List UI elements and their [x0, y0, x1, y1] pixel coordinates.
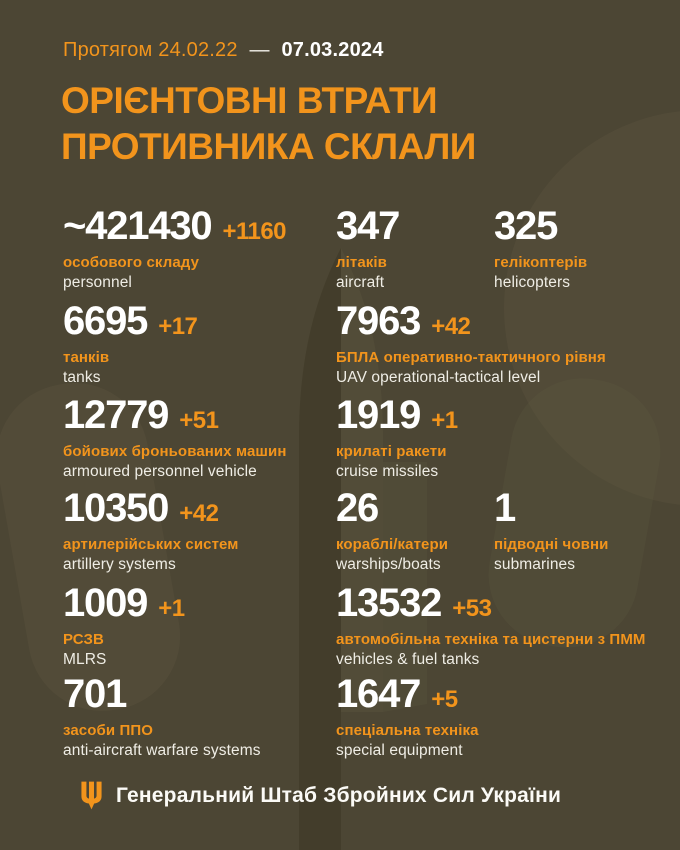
stat-mlrs [63, 583, 185, 669]
stat-value: ~421430 [63, 204, 212, 248]
stat-label-en: vehicles & fuel tanks [336, 651, 480, 668]
stat-label-uk: засоби ППО [63, 722, 153, 739]
stat-delta: +51 [179, 407, 219, 434]
stat-tanks [63, 301, 197, 387]
stat-apv [63, 395, 286, 481]
stat-label-uk: кораблі/катери [336, 536, 449, 553]
period-label: Протягом 24.02.22 [63, 39, 238, 61]
stat-label-en: helicopters [494, 274, 571, 291]
trident-icon [80, 781, 103, 810]
stat-uav [336, 301, 606, 387]
stat-value: 12779 [63, 393, 169, 437]
stat-anti-aircraft [63, 674, 261, 760]
stat-value: 7963 [336, 299, 421, 343]
stat-value: 347 [336, 204, 400, 248]
stat-label-uk: крилаті ракети [336, 443, 447, 460]
stat-value: 1647 [336, 672, 421, 716]
stat-label-en: armoured personnel vehicle [63, 463, 257, 480]
stat-label-uk: танків [63, 349, 110, 366]
stat-warships [336, 488, 448, 574]
stat-label-uk: спеціальна техніка [336, 722, 479, 739]
stat-label-en: UAV operational-tactical level [336, 369, 541, 386]
stat-label-en: submarines [494, 556, 576, 573]
stat-label-uk: підводні човни [494, 536, 609, 553]
stat-delta: +1160 [222, 218, 287, 245]
stat-helicopters [494, 206, 587, 292]
stat-label-uk: БПЛА оперативно-тактичного рівня [336, 349, 606, 366]
stat-label-uk: автомобільна техніка та цистерни з ПММ [336, 631, 646, 648]
stat-delta: +53 [452, 595, 492, 622]
stat-delta: +1 [431, 407, 458, 434]
stat-label-en: special equipment [336, 742, 463, 759]
stat-label-en: tanks [63, 369, 101, 386]
stat-value: 1 [494, 486, 516, 530]
stat-label-uk: РСЗВ [63, 631, 104, 648]
stat-value: 26 [336, 486, 379, 530]
stat-delta: +5 [431, 686, 458, 713]
stat-label-en: warships/boats [336, 556, 441, 573]
stat-value: 13532 [336, 581, 442, 625]
stat-label-uk: бойових броньованих машин [63, 443, 287, 460]
stat-value: 1009 [63, 581, 148, 625]
stat-delta: +1 [158, 595, 185, 622]
stat-label-en: anti-aircraft warfare systems [63, 742, 261, 759]
stat-delta: +17 [158, 313, 198, 340]
stat-label-en: artillery systems [63, 556, 176, 573]
page-title [61, 78, 476, 170]
stat-label-uk: літаків [336, 254, 387, 271]
title-line-2: ПРОТИВНИКА СКЛАЛИ [61, 126, 476, 167]
stat-delta: +42 [431, 313, 471, 340]
stat-label-en: MLRS [63, 651, 107, 668]
stat-label-uk: артилерійських систем [63, 536, 239, 553]
stat-value: 10350 [63, 486, 169, 530]
date-range [63, 39, 384, 62]
stat-aircraft [336, 206, 410, 292]
stat-value: 701 [63, 672, 127, 716]
stat-value: 1919 [336, 393, 421, 437]
stat-label-en: personnel [63, 274, 132, 291]
stat-label-en: aircraft [336, 274, 385, 291]
stat-label-uk: гелікоптерів [494, 254, 588, 271]
stat-label-uk: особового складу [63, 254, 200, 271]
footer [80, 781, 561, 810]
stat-personnel [63, 206, 286, 292]
stat-label-en: cruise missiles [336, 463, 439, 480]
stat-cruise-missiles [336, 395, 458, 481]
stat-value: 6695 [63, 299, 148, 343]
organization-name: Генеральний Штаб Збройних Сил України [116, 783, 562, 807]
stat-special-equipment [336, 674, 479, 760]
title-line-1: ОРІЄНТОВНІ ВТРАТИ [61, 80, 438, 121]
stat-submarines [494, 488, 608, 574]
date-separator: — [249, 39, 270, 61]
stat-vehicles [336, 583, 646, 669]
stat-artillery [63, 488, 239, 574]
report-date: 07.03.2024 [281, 39, 384, 61]
stat-value: 325 [494, 204, 558, 248]
stat-delta: +42 [179, 500, 219, 527]
